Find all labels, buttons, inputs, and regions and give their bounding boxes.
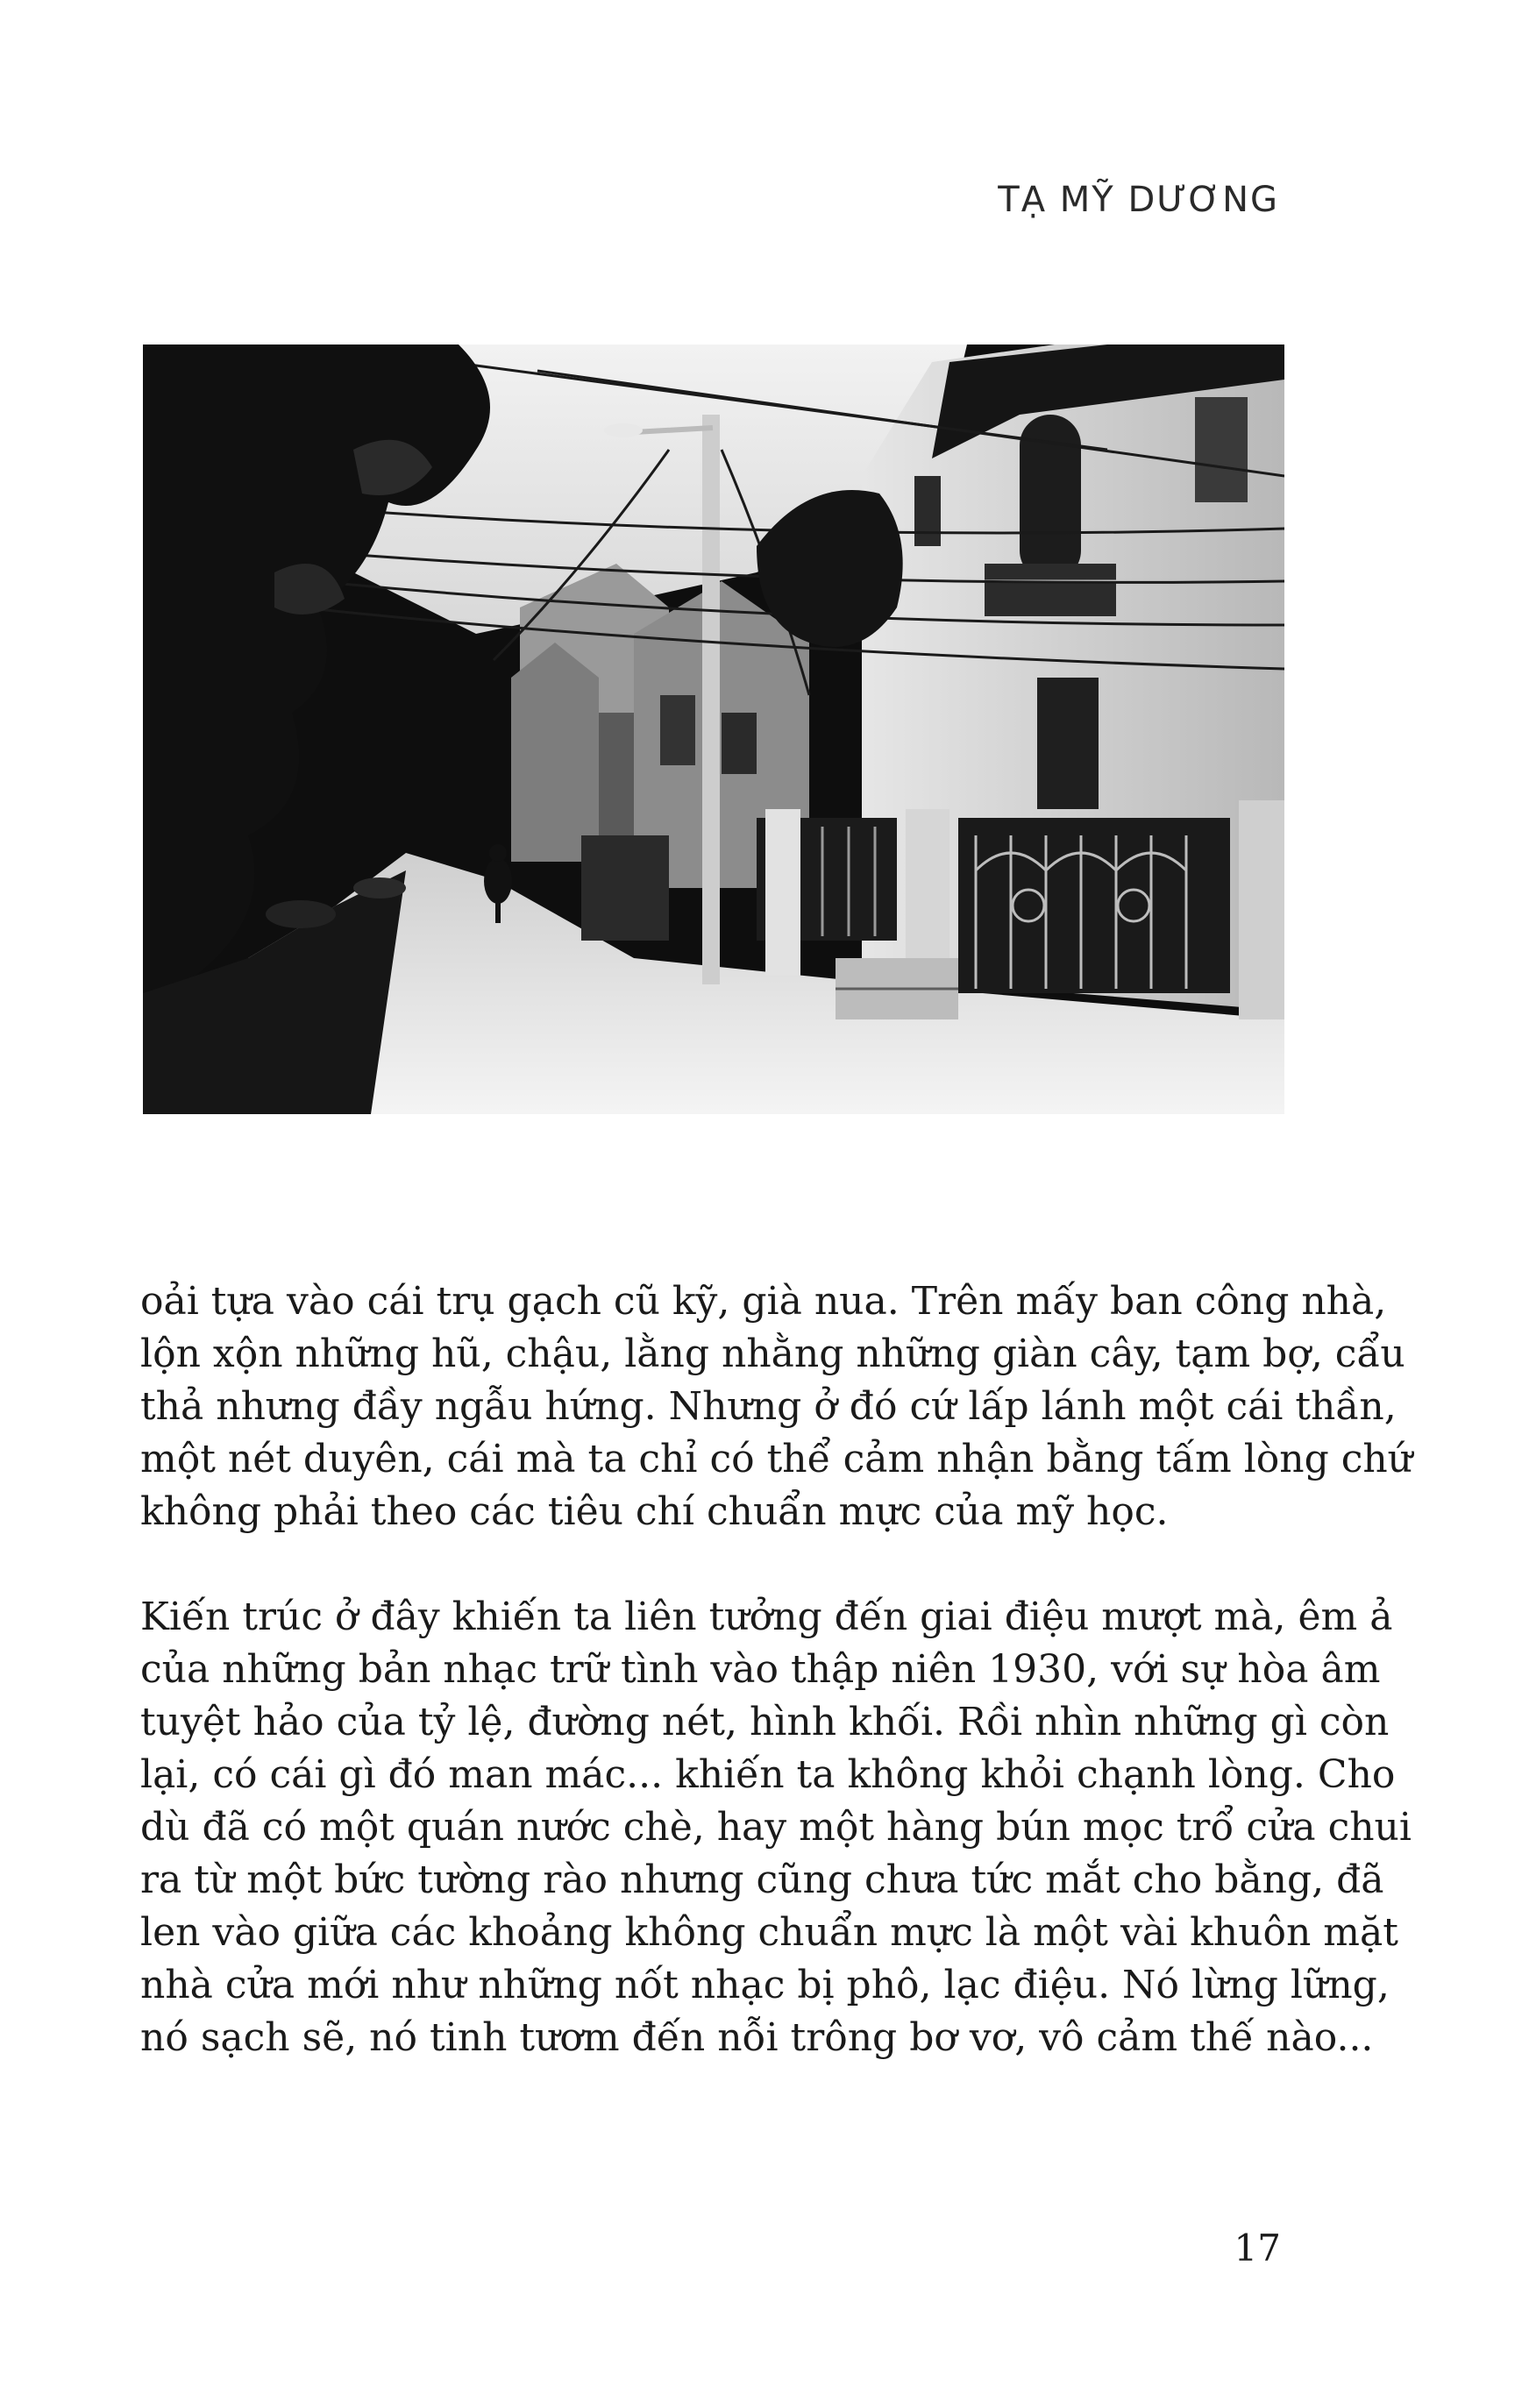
text-line: Kiến trúc ở đây khiến ta liên tưởng đến giai điệu mượt mà, êm ả — [140, 1595, 1393, 1639]
running-header-author: TẠ MỸ DƯƠNG — [998, 180, 1279, 220]
text-line: một nét duyên, cái mà ta chỉ có thể cảm nhận bằng tấm lòng chứ — [140, 1437, 1413, 1481]
text-line: nó sạch sẽ, nó tinh tươm đến nỗi trông bơ vơ, vô cảm thế nào... — [140, 2015, 1374, 2060]
text-line: lộn xộn những hũ, chậu, lằng nhằng những giàn cây, tạm bợ, cẩu — [140, 1332, 1405, 1376]
body-text — [140, 1275, 1413, 2064]
text-line: thả nhưng đầy ngẫu hứng. Nhưng ở đó cứ lấp lánh một cái thần, — [140, 1384, 1397, 1429]
text-line: oải tựa vào cái trụ gạch cũ kỹ, già nua. Trên mấy ban công nhà, — [140, 1279, 1387, 1324]
page-number: 17 — [1234, 2227, 1281, 2269]
text-line: nhà cửa mới như những nốt nhạc bị phô, lạc điệu. Nó lừng lững, — [140, 1963, 1390, 2007]
street-photo — [143, 345, 1284, 1114]
paragraph-1 — [140, 1275, 1413, 1538]
street-scene-image — [143, 345, 1284, 1114]
text-line: của những bản nhạc trữ tình vào thập niên 1930, với sự hòa âm — [140, 1647, 1381, 1692]
text-line: không phải theo các tiêu chí chuẩn mực của mỹ học. — [140, 1489, 1169, 1534]
text-line: ra từ một bức tường rào nhưng cũng chưa tức mắt cho bằng, đã — [140, 1857, 1384, 1902]
text-line: lại, có cái gì đó man mác... khiến ta không khỏi chạnh lòng. Cho — [140, 1752, 1396, 1797]
text-line: len vào giữa các khoảng không chuẩn mực là một vài khuôn mặt — [140, 1910, 1398, 1955]
paragraph-2 — [140, 1591, 1412, 2064]
text-line: dù đã có một quán nước chè, hay một hàng bún mọc trổ cửa chui — [140, 1805, 1412, 1850]
text-line: tuyệt hảo của tỷ lệ, đường nét, hình khối. Rồi nhìn những gì còn — [140, 1700, 1390, 1744]
